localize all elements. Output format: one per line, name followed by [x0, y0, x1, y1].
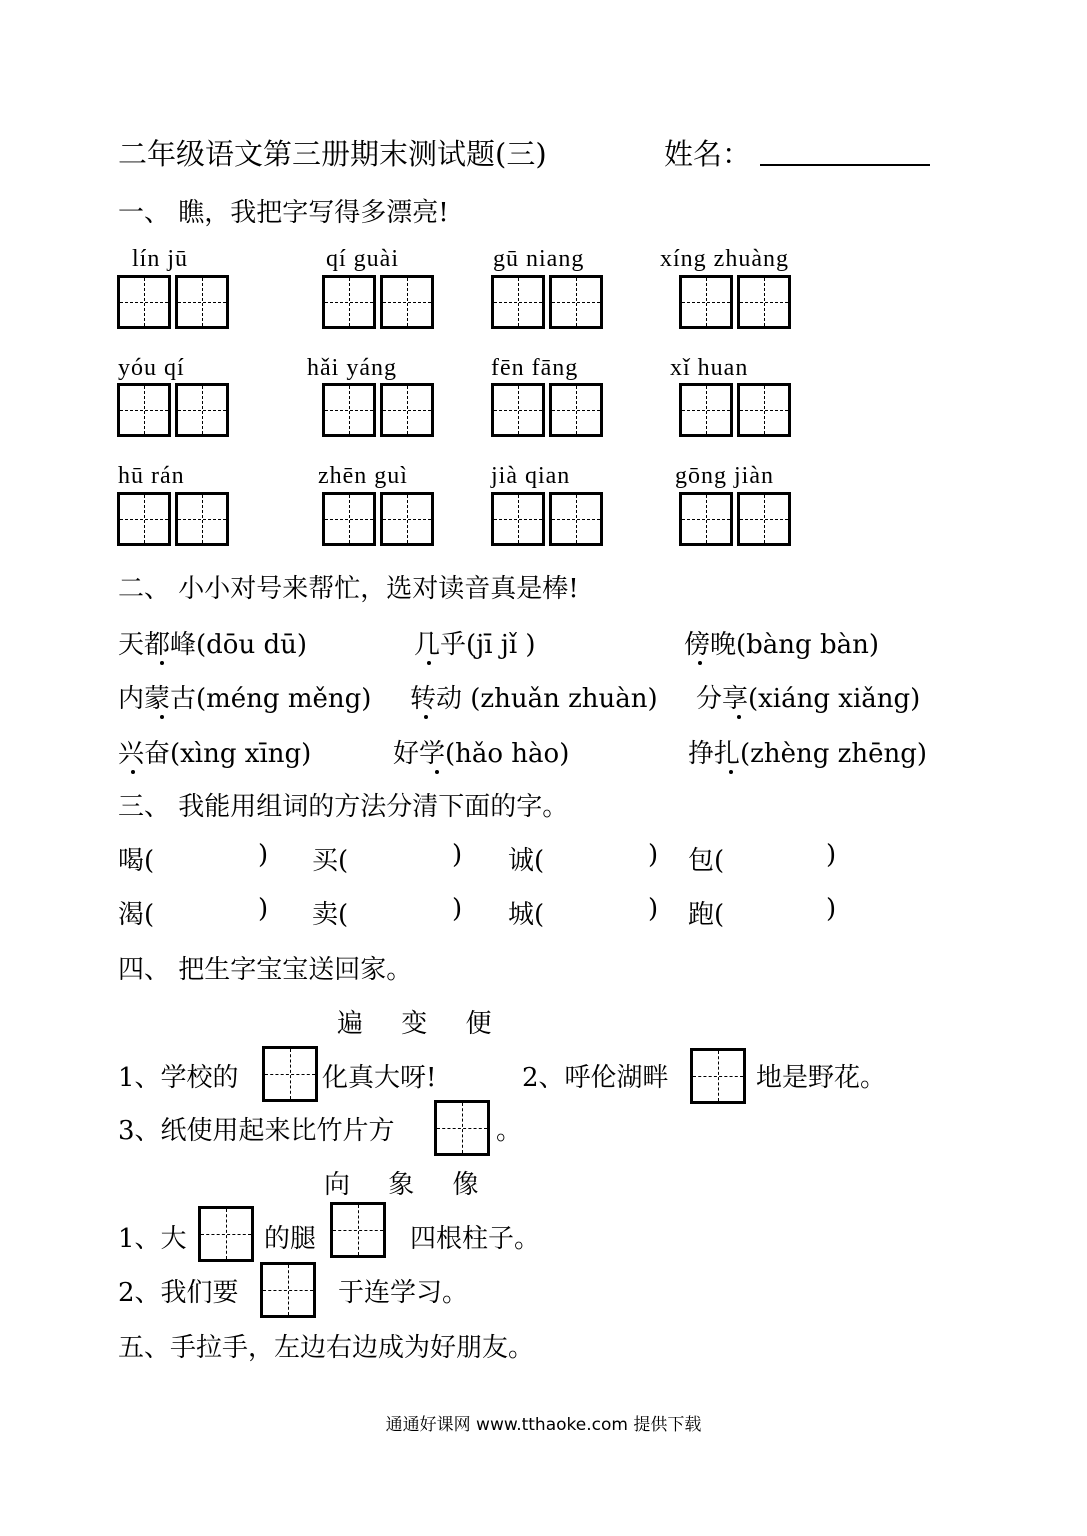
- footer-text: 通通好课网 www.tthaoke.com 提供下载: [385, 1415, 702, 1435]
- sentence-text: 。: [496, 1116, 523, 1146]
- word-blank-open: 买(: [312, 846, 349, 876]
- pronunciation-item[interactable]: 挣扎(zhèng zhēng): [688, 739, 927, 769]
- emphasis-dot: [131, 770, 135, 774]
- sentence-text: 的腿: [264, 1224, 317, 1254]
- section-1-heading: 一、 瞧，我把字写得多漂亮!: [118, 198, 449, 228]
- word-blank-close: ): [648, 840, 659, 870]
- name-label: 姓名：: [664, 137, 752, 171]
- word-blank-open: 跑(: [688, 900, 725, 930]
- word-blank-close: ): [826, 894, 837, 924]
- pinyin-label: zhēn guì: [318, 463, 408, 489]
- word-blank-close: ): [258, 894, 269, 924]
- section-5-heading: 五、手拉手，左边右边成为好朋友。: [118, 1333, 535, 1363]
- pinyin-label: lín jū: [132, 246, 189, 272]
- emphasis-dot: [737, 715, 741, 719]
- pinyin-label: yóu qí: [118, 355, 185, 381]
- answer-box[interactable]: [690, 1048, 746, 1104]
- word-blank-close: ): [452, 840, 463, 870]
- word-blank-close: ): [826, 840, 837, 870]
- writing-box-pair[interactable]: [679, 275, 795, 333]
- pinyin-label: jià qian: [491, 463, 571, 489]
- name-field[interactable]: [760, 164, 930, 166]
- pronunciation-item[interactable]: 内蒙古(méng měng): [118, 684, 372, 714]
- answer-box[interactable]: [262, 1046, 318, 1102]
- sentence-text: 2、呼伦湖畔: [522, 1063, 669, 1093]
- answer-box[interactable]: [330, 1202, 386, 1258]
- word-blank-close: ): [258, 840, 269, 870]
- sentence-text: 2、我们要: [118, 1278, 239, 1308]
- pronunciation-item[interactable]: 天都峰(dōu dū): [118, 630, 307, 660]
- emphasis-dot: [424, 715, 428, 719]
- pinyin-label: fēn fāng: [491, 355, 579, 381]
- sentence-text: 1、大: [118, 1224, 187, 1254]
- page-title: 二年级语文第三册期末测试题(三): [118, 137, 547, 171]
- emphasis-dot: [435, 770, 439, 774]
- writing-box-pair[interactable]: [322, 383, 438, 441]
- pronunciation-item[interactable]: 傍晚(bàng bàn): [684, 630, 879, 660]
- sentence-text: 1、学校的: [118, 1063, 239, 1093]
- answer-box[interactable]: [260, 1262, 316, 1318]
- word-blank-open: 渴(: [118, 900, 155, 930]
- writing-box-pair[interactable]: [322, 492, 438, 550]
- word-blank-close: ): [452, 894, 463, 924]
- sentence-text: 3、纸使用起来比竹片方: [118, 1116, 395, 1146]
- pronunciation-item[interactable]: 几乎(jī jǐ ): [414, 630, 536, 660]
- pinyin-label: hǎi yáng: [307, 355, 397, 381]
- writing-box-pair[interactable]: [679, 383, 795, 441]
- pinyin-label: gōng jiàn: [675, 463, 774, 489]
- word-blank-open: 诚(: [508, 846, 545, 876]
- emphasis-dot: [160, 715, 164, 719]
- sentence-text: 化真大呀!: [322, 1063, 437, 1093]
- answer-box[interactable]: [198, 1206, 254, 1262]
- emphasis-dot: [427, 661, 431, 665]
- word-blank-open: 喝(: [118, 846, 155, 876]
- word-blank-close: ): [648, 894, 659, 924]
- pronunciation-item[interactable]: 分享(xiáng xiǎng): [696, 684, 921, 714]
- pronunciation-item[interactable]: 兴奋(xìng xīng): [118, 739, 312, 769]
- section-4-heading: 四、 把生字宝宝送回家。: [118, 955, 413, 985]
- emphasis-dot: [729, 770, 733, 774]
- sentence-text: 四根柱子。: [410, 1224, 541, 1254]
- pinyin-label: gū niang: [493, 246, 585, 272]
- pinyin-label: xíng zhuàng: [660, 246, 789, 272]
- pronunciation-item[interactable]: 好学(hǎo hào): [393, 739, 570, 769]
- writing-box-pair[interactable]: [491, 492, 607, 550]
- emphasis-dot: [160, 661, 164, 665]
- pronunciation-item[interactable]: 转动 (zhuǎn zhuàn): [410, 684, 658, 714]
- section-3-heading: 三、 我能用组词的方法分清下面的字。: [118, 792, 569, 822]
- sentence-text: 于连学习。: [338, 1278, 469, 1308]
- word-blank-open: 卖(: [312, 900, 349, 930]
- emphasis-dot: [698, 661, 702, 665]
- word-blank-open: 包(: [688, 846, 725, 876]
- sentence-text: 地是野花。: [756, 1063, 887, 1093]
- pinyin-label: qí guài: [326, 246, 399, 272]
- pinyin-label: xǐ huan: [670, 355, 749, 381]
- writing-box-pair[interactable]: [117, 492, 233, 550]
- word-blank-open: 城(: [508, 900, 545, 930]
- writing-box-pair[interactable]: [117, 383, 233, 441]
- writing-box-pair[interactable]: [491, 275, 607, 333]
- pinyin-label: hū rán: [118, 463, 185, 489]
- answer-box[interactable]: [434, 1100, 490, 1156]
- section-2-heading: 二、 小小对号来帮忙，选对读音真是棒!: [118, 574, 579, 604]
- char-choices: 遍 变 便: [337, 1009, 492, 1039]
- writing-box-pair[interactable]: [322, 275, 438, 333]
- writing-box-pair[interactable]: [117, 275, 233, 333]
- writing-box-pair[interactable]: [491, 383, 607, 441]
- char-choices: 向 象 像: [324, 1170, 479, 1200]
- writing-box-pair[interactable]: [679, 492, 795, 550]
